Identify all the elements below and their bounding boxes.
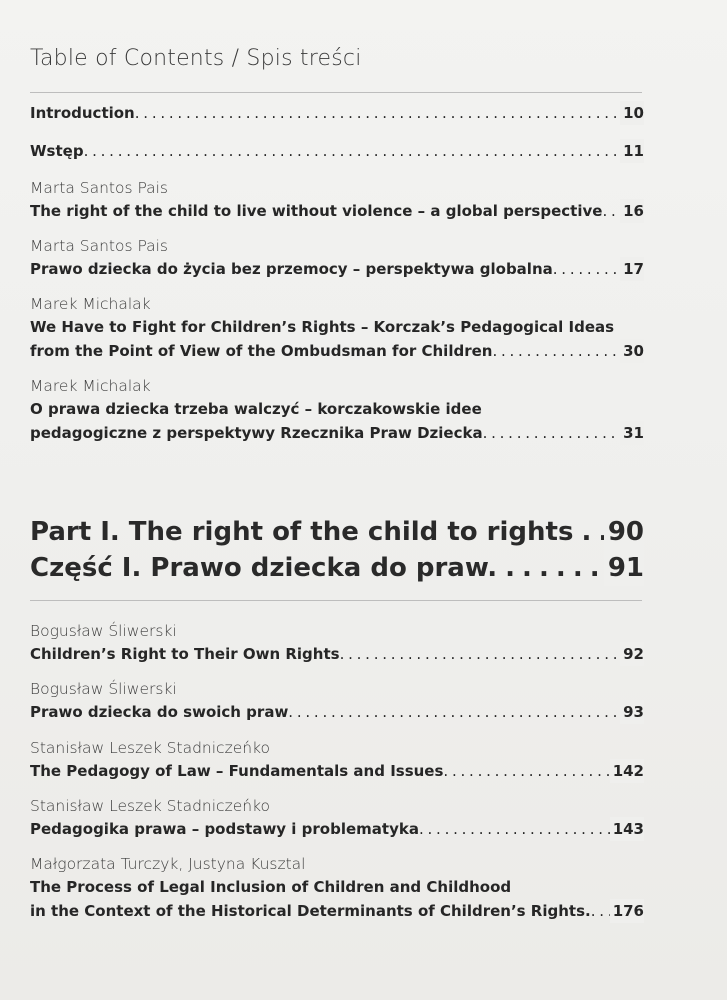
toc-entry xyxy=(30,620,644,666)
toc-page-number: 93 xyxy=(620,700,644,724)
toc-page-number: 10 xyxy=(620,101,644,125)
toc-entry-author: Marek Michalak xyxy=(30,295,151,313)
toc-entry-title: in the Context of the Historical Determinants of Children’s Rights. xyxy=(30,902,591,920)
toc-entry-title: Wstęp xyxy=(30,142,84,160)
toc-page-number: 142 xyxy=(610,759,644,783)
toc-entry-title-line xyxy=(30,700,644,724)
toc-entry-title-line xyxy=(30,397,644,421)
toc-entry-title: The Pedagogy of Law – Fundamentals and Issues xyxy=(30,762,444,780)
part-heading xyxy=(30,514,644,586)
toc-entry-author: Stanisław Leszek Stadniczeńko xyxy=(30,797,270,815)
part-title-line xyxy=(30,514,644,550)
toc-page-number: 17 xyxy=(620,257,644,281)
toc-page-number: 176 xyxy=(610,899,644,923)
toc-entry-title: The Process of Legal Inclusion of Children and Childhood xyxy=(30,878,512,896)
toc-entry-title-line xyxy=(30,315,644,339)
toc-entry-title: pedagogiczne z perspektywy Rzecznika Praw Dziecka xyxy=(30,424,483,442)
toc-entry-title: Pedagogika prawa – podstawy i problematyka xyxy=(30,820,419,838)
toc-entry-author: Marta Santos Pais xyxy=(30,179,169,197)
toc-entry-title: We Have to Fight for Children’s Rights – Korczak’s Pedagogical Ideas xyxy=(30,318,615,336)
toc-entry-title-line xyxy=(30,759,644,783)
toc-entry-introduction xyxy=(30,101,644,125)
toc-entry-author: Bogusław Śliwerski xyxy=(30,680,177,698)
part-divider xyxy=(30,600,642,601)
toc-page-number: 143 xyxy=(610,817,644,841)
heading-divider xyxy=(30,92,642,93)
toc-entry-wstep xyxy=(30,139,644,163)
toc-entry-title-line xyxy=(30,101,644,125)
toc-entry xyxy=(30,293,644,363)
toc-entry-title: The right of the child to live without violence – a global perspective xyxy=(30,202,603,220)
toc-entry-author: Marek Michalak xyxy=(30,377,151,395)
toc-entry-title-line xyxy=(30,139,644,163)
toc-page-number: 31 xyxy=(620,421,644,445)
toc-entry-title-line xyxy=(30,339,644,363)
toc-entry xyxy=(30,678,644,724)
toc-entry-title-line xyxy=(30,257,644,281)
toc-entry-title: Children’s Right to Their Own Rights xyxy=(30,645,340,663)
part-page-number: 91 xyxy=(604,550,644,586)
toc-entry xyxy=(30,795,644,841)
toc-entry xyxy=(30,737,644,783)
toc-entry-author: Stanisław Leszek Stadniczeńko xyxy=(30,739,270,757)
toc-entry xyxy=(30,375,644,445)
toc-entry xyxy=(30,853,644,923)
toc-entry-author: Bogusław Śliwerski xyxy=(30,622,177,640)
toc-page-number: 30 xyxy=(620,339,644,363)
toc-page-number: 11 xyxy=(620,139,644,163)
toc-page-number: 16 xyxy=(620,199,644,223)
part-title-en: Part I. The right of the child to rights xyxy=(30,517,574,547)
toc-entry-title-line xyxy=(30,199,644,223)
part-title-line xyxy=(30,550,644,586)
toc-entry-title-line xyxy=(30,817,644,841)
toc-entry-title: O prawa dziecka trzeba walczyć – korczakowskie idee xyxy=(30,400,482,418)
part-page-number: 90 xyxy=(604,514,644,550)
toc-entry xyxy=(30,235,644,281)
toc-entry-title-line xyxy=(30,421,644,445)
toc-entry-title-line xyxy=(30,642,644,666)
page-title: Table of Contents / Spis treści xyxy=(30,46,362,71)
part-title-pl: Część I. Prawo dziecka do praw. xyxy=(30,553,498,583)
toc-entry-title: Prawo dziecka do swoich praw xyxy=(30,703,289,721)
toc-entry-title-line xyxy=(30,875,644,899)
toc-entry xyxy=(30,177,644,223)
toc-entry-title: from the Point of View of the Ombudsman for Children xyxy=(30,342,493,360)
toc-page-number: 92 xyxy=(620,642,644,666)
toc-entry-title: Prawo dziecka do życia bez przemocy – perspektywa globalna xyxy=(30,260,553,278)
toc-entry-author: Marta Santos Pais xyxy=(30,237,169,255)
toc-entry-title-line xyxy=(30,899,644,923)
toc-entry-title: Introduction xyxy=(30,104,135,122)
toc-entry-author: Małgorzata Turczyk, Justyna Kusztal xyxy=(30,855,306,873)
